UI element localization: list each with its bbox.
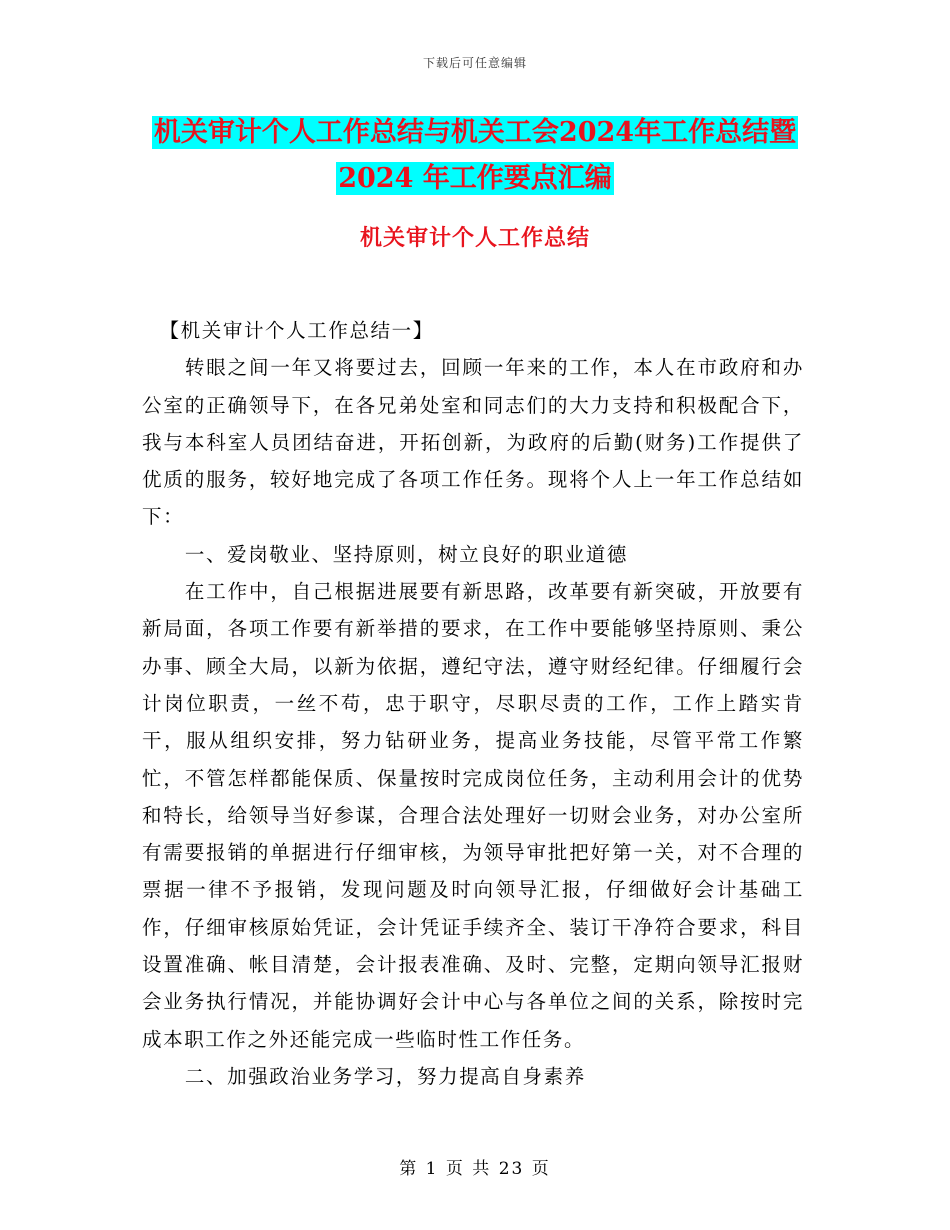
title-line-1: 机关审计个人工作总结与机关工会2024年工作总结暨	[153, 117, 797, 148]
document-title	[140, 110, 810, 202]
section-subheading: 【机关审计个人工作总结一】	[159, 319, 434, 342]
paragraph: 转眼之间一年又将要过去，回顾一年来的工作，本人在市政府和办公室的正确领导下，在各兄弟处室和同志们的大力支持和积极配合下，我与本科室人员团结奋进，开拓创新，为政府的后勤(财务)工作提供了优质的服务，较好地完成了各项工作任务。现将个人上一年工作总结如下：	[142, 356, 804, 529]
section-heading: 机关审计个人工作总结	[359, 225, 590, 251]
paragraph: 在工作中，自己根据进展要有新思路，改革要有新突破，开放要有新局面，各项工作要有新举措的要求，在工作中要能够坚持原则、秉公办事、顾全大局，以新为依据，遵纪守法，遵守财经纪律。仔细履行会计岗位职责，一丝不苟，忠于职守，尽职尽责的工作，工作上踏实肯干，服从组织安排，努力钻研业务，提高业务技能，尽管平常工作繁忙，不管怎样都能保质、保量按时完成岗位任务，主动利用会计的优势和特长，给领导当好参谋，合理合法处理好一切财会业务，对办公室所有需要报销的单据进行仔细审核，为领导审批把好第一关，对不合理的票据一律不予报销，发现问题及时向领导汇报，仔细做好会计基础工作，仔细审核原始凭证，会计凭证手续齐全、装订干净符合要求，科目设置准确、帐目清楚，会计报表准确、及时、完整，定期向领导汇报财会业务执行情况，并能协调好会计中心与各单位之间的关系，除按时完成本职工作之外还能完成一些临时性工作任务。	[142, 580, 804, 1051]
paragraph-heading: 一、爱岗敬业、坚持原则，树立良好的职业道德	[184, 542, 628, 566]
document-body	[142, 312, 804, 1095]
page-header-note: 下载后可任意编辑	[422, 56, 527, 70]
paragraph-heading: 二、加强政治业务学习，努力提高自身素养	[184, 1064, 586, 1088]
page-number: 第 1 页 共 23 页	[399, 1159, 551, 1179]
title-line-2: 2024 年工作要点汇编	[338, 163, 612, 194]
